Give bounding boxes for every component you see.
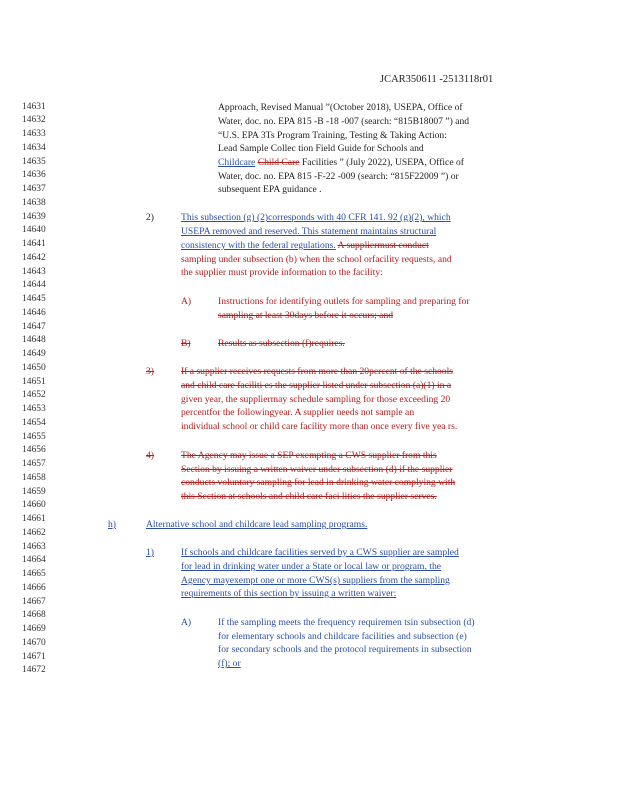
line-number: 14652 <box>22 390 46 401</box>
line-number: 14663 <box>22 541 46 552</box>
item-4-line2: Section by issuing a written waiver under subsection (d) if the supplier <box>181 464 453 475</box>
line-number: 14668 <box>22 610 46 621</box>
line-number: 14639 <box>22 211 46 222</box>
block1-line5 <box>218 156 464 170</box>
line-number: 14664 <box>22 555 46 566</box>
line-number: 14649 <box>22 349 46 359</box>
line-number: 14633 <box>22 129 46 139</box>
item-2-label: 2) <box>146 212 154 223</box>
line-number: 14667 <box>22 596 46 607</box>
item-a1-line2: sampling at least 30days before it occurs; and <box>218 310 394 321</box>
block1-line4: Lead Sample Collec tion Field Guide for Schools and <box>218 143 424 154</box>
item-h1-line2: for lead in drinking water under a State or local law or program, the <box>181 561 442 572</box>
item-a1-label: A) <box>181 296 192 307</box>
line-number: 14672 <box>22 665 46 676</box>
line-number: 14666 <box>22 582 46 593</box>
line-number: 14632 <box>22 115 46 126</box>
item-3-line1: If a supplier receives requests from more than 20percent of the schools <box>181 366 453 377</box>
line-number: 14644 <box>22 280 46 291</box>
item-b1-line1: Results as subsection (f)requires. <box>218 338 345 349</box>
item-2-line5: the supplier must provide information to the facility: <box>181 267 383 278</box>
block1-line1: Approach, Revised Manual ”(October 2018), USEPA, Office of <box>218 102 463 113</box>
item-4-line1: The Agency may issue a SEP exempting a CWS supplier from this <box>181 450 437 461</box>
line-number: 14657 <box>22 459 46 469</box>
line-number: 14635 <box>22 156 46 167</box>
line-number: 14662 <box>22 527 46 538</box>
item-ha-line2: for elementary schools and childcare facilities and subsection (e) <box>218 631 467 642</box>
line-number: 14665 <box>22 569 46 579</box>
deleted-text: A suppliermust conduct <box>337 240 429 251</box>
line-number: 14648 <box>22 335 46 346</box>
line-number: 14650 <box>22 362 46 373</box>
line-number: 14641 <box>22 239 46 249</box>
line-number: 14645 <box>22 294 46 304</box>
item-3-line3: given year, the suppliermay schedule sampling for those exceeding 20 <box>181 394 451 405</box>
item-h1-line1: If schools and childcare facilities served by a CWS supplier are sampled <box>181 547 459 558</box>
item-3-line5: individual school or child care facility more than once every five yea rs. <box>181 421 458 432</box>
line-number: 14671 <box>22 651 46 662</box>
block1-line7: subsequent EPA guidance . <box>218 184 322 195</box>
item-ha-line3: for secondary schools and the protocol requirements in subsection <box>218 644 472 655</box>
line-number: 14658 <box>22 472 46 483</box>
line-number: 14646 <box>22 307 46 318</box>
item-ha-label: A) <box>181 617 192 628</box>
item-4-line4: this Section at schools and child care faci lities the supplier serves. <box>181 491 437 502</box>
item-3-line2: and child care faciliti es the supplier listed under subsection (a)(1) in a <box>181 380 452 391</box>
item-2-line1: This subsection (g) (2)corresponds with 40 CFR 141. 92 (g)(2), which <box>181 212 451 223</box>
item-4-label: 4) <box>146 450 154 461</box>
item-4-line3: conducts voluntary sampling for lead in drinking water complying with <box>181 477 456 488</box>
item-h-label: h) <box>108 519 116 530</box>
line-number: 14647 <box>22 321 46 332</box>
item-h-heading: Alternative school and childcare lead sampling programs. <box>146 519 368 530</box>
line-number: 14636 <box>22 170 46 181</box>
line-number: 14642 <box>22 252 46 263</box>
line-number: 14631 <box>22 101 46 112</box>
item-h1-label: 1) <box>146 547 154 558</box>
line-number: 14637 <box>22 184 46 194</box>
line-number: 14655 <box>22 431 46 442</box>
item-3-label: 3) <box>146 366 154 377</box>
item-ha-line1: If the sampling meets the frequency requiremen tsin subsection (d) <box>218 617 475 628</box>
line-number: 14660 <box>22 500 46 511</box>
block1-line2: Water, doc. no. EPA 815 -B -18 -007 (search: “815B18007 ”) and <box>218 116 470 127</box>
line-number: 14670 <box>22 637 46 648</box>
line-number: 14640 <box>22 225 46 236</box>
item-2-line4: sampling under subsection (b) when the school orfacility requests, and <box>181 254 452 265</box>
document-id: JCAR350611 -2513118r01 <box>380 74 494 85</box>
item-2-line2: USEPA removed and reserved. This statement maintains structural <box>181 226 437 237</box>
line-number: 14638 <box>22 197 46 208</box>
line-number: 14669 <box>22 624 46 634</box>
line-number: 14653 <box>22 404 46 414</box>
item-a1-line1: Instructions for identifying outlets for sampling and preparing for <box>218 296 470 307</box>
item-h1-line4: requirements of this section by issuing a written waiver: <box>181 588 397 599</box>
item-2-line3 <box>181 239 429 253</box>
inserted-text: Childcare <box>218 157 256 168</box>
item-ha-line4: (f); or <box>218 658 241 669</box>
line-number: 14634 <box>22 142 46 153</box>
inserted-text: consistency with the federal regulations. <box>181 240 336 251</box>
line-number: 14659 <box>22 486 46 497</box>
line-number: 14651 <box>22 376 46 387</box>
plain-text: Facilities ” (July 2022), USEPA, Office of <box>301 157 464 168</box>
line-number: 14643 <box>22 266 46 277</box>
line-number: 14661 <box>22 514 46 524</box>
item-3-line4: percentfor the followingyear. A supplier needs not sample an <box>181 407 415 418</box>
line-number: 14654 <box>22 417 46 428</box>
block1-line3: “U.S. EPA 3Ts Program Training, Testing & Taking Action: <box>218 130 447 141</box>
line-number: 14656 <box>22 445 46 456</box>
item-b1-label: B) <box>181 338 191 349</box>
deleted-text: Child Care <box>257 157 300 168</box>
item-h1-line3: Agency mayexempt one or more CWS(s) suppliers from the sampling <box>181 575 450 586</box>
block1-line6: Water, doc. no. EPA 815 -F-22 -009 (search: “815F22009 ”) or <box>218 171 459 182</box>
